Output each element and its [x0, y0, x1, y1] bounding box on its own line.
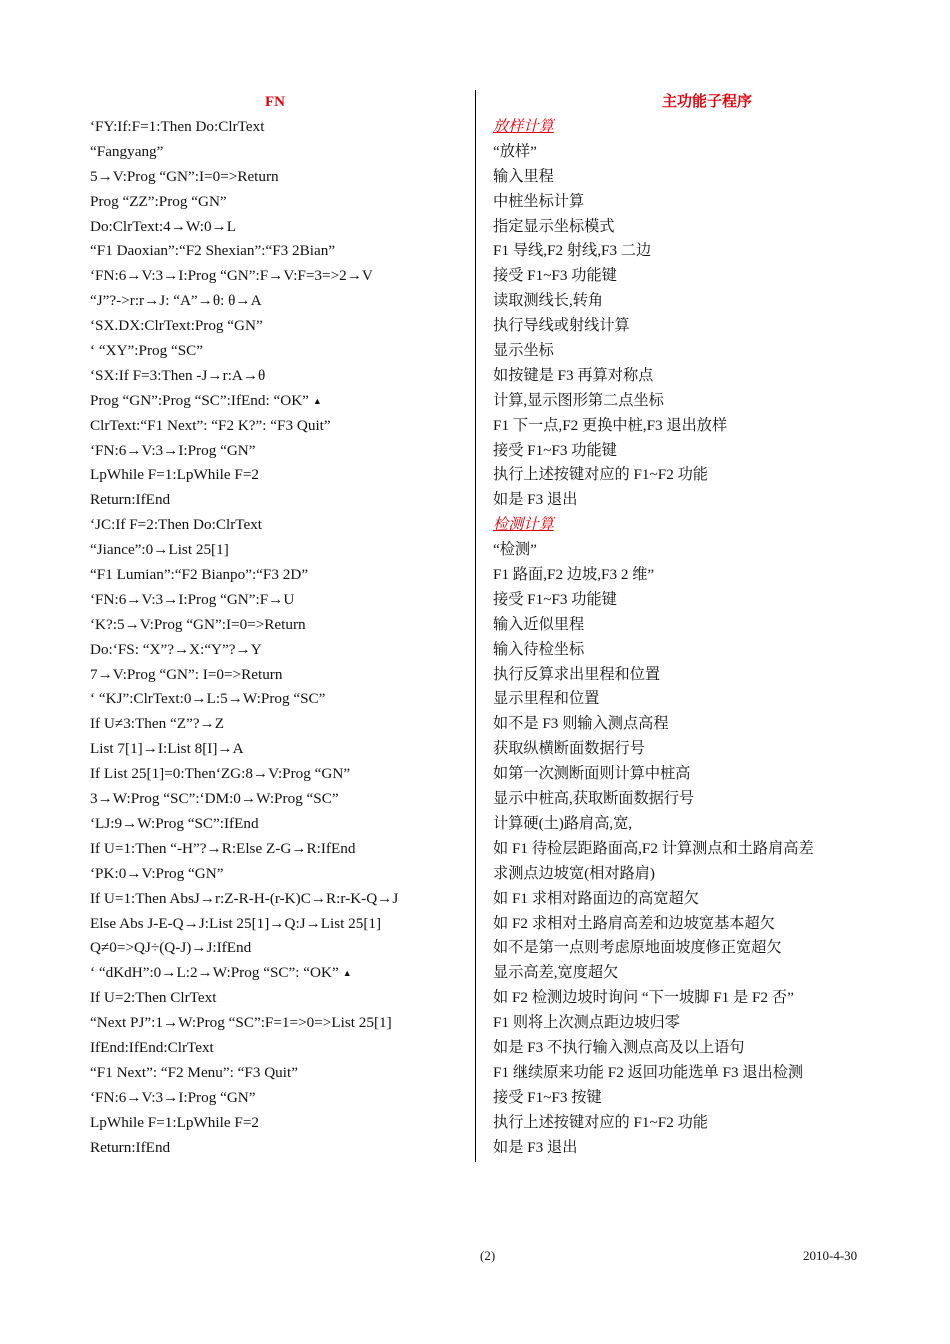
code-line [90, 463, 470, 488]
code-line-text: ClrText:“F1 Next”: “F2 K?”: “F3 Quit” [90, 416, 331, 434]
description-line [493, 1086, 913, 1111]
code-line-text: ‘SX.DX:ClrText:Prog “GN” [90, 317, 263, 335]
description-line-text: 执行上述按键对应的 F1~F2 功能 [493, 1113, 708, 1131]
description-line-text: 执行反算求出里程和位置 [493, 665, 661, 683]
description-line [493, 414, 913, 439]
description-line [493, 936, 913, 961]
code-line-text: IfEnd:IfEnd:ClrText [90, 1038, 214, 1056]
code-line-text: “Next PJ”:1→W:Prog “SC”:F=1=>0=>List 25[1] [90, 1014, 392, 1032]
description-line-text: 接受 F1~F3 功能键 [493, 590, 617, 608]
description-line-text: F1 导线,F2 射线,F3 二边 [493, 242, 652, 260]
code-line-text: 3→W:Prog “SC”:‘DM:0→W:Prog “SC” [90, 790, 339, 808]
code-line [90, 712, 470, 737]
code-column-heading: FN [265, 94, 285, 110]
code-line-text: LpWhile F=1:LpWhile F=2 [90, 466, 259, 484]
code-line [90, 140, 470, 165]
description-line [493, 638, 913, 663]
code-line [90, 115, 470, 140]
description-line [493, 1111, 913, 1136]
description-line [493, 389, 913, 414]
code-line [90, 961, 470, 986]
code-line-text: Q≠0=>QJ÷(Q-J)→J:IfEnd [90, 939, 252, 957]
code-line-text: ‘FN:6→V:3→I:Prog “GN” [90, 1088, 256, 1106]
footer-date: 2010-4-30 [803, 1248, 858, 1263]
code-line-text: Return:IfEnd [90, 491, 171, 509]
description-line-text: 如第一次测断面则计算中桩高 [493, 765, 691, 783]
description-line-text: “检测” [493, 541, 537, 559]
code-line [90, 762, 470, 787]
description-line [493, 215, 913, 240]
description-line-text: 输入里程 [493, 167, 554, 185]
code-line-text: ‘SX:If F=3:Then -J→r:A→θ [90, 366, 266, 384]
description-line-text: 如是 F3 退出 [493, 1138, 578, 1156]
code-line [90, 513, 470, 538]
description-line [493, 862, 913, 887]
description-line [493, 712, 913, 737]
code-line [90, 837, 470, 862]
description-line [493, 488, 913, 513]
description-line [493, 912, 913, 937]
code-line [90, 887, 470, 912]
code-line [90, 190, 470, 215]
code-line-text: ‘FY:If:F=1:Then Do:ClrText [90, 118, 265, 135]
code-line [90, 314, 470, 339]
description-line [493, 289, 913, 314]
code-line [90, 1036, 470, 1061]
code-line [90, 1136, 470, 1161]
code-line-text: Else Abs J-E-Q→J:List 25[1]→Q:J→List 25[1] [90, 914, 382, 932]
description-line [493, 439, 913, 464]
code-line-text: “F1 Lumian”:“F2 Bianpo”:“F3 2D” [90, 566, 309, 584]
description-line-text: 执行上述按键对应的 F1~F2 功能 [493, 466, 708, 484]
description-line-text: 如 F2 检测边坡时询问 “下一坡脚 F1 是 F2 否” [493, 989, 794, 1007]
code-lines [90, 115, 470, 1160]
code-line [90, 1061, 470, 1086]
description-line [493, 563, 913, 588]
code-line [90, 364, 470, 389]
code-line [90, 787, 470, 812]
description-line-text: F1 则将上次测点距边坡归零 [493, 1014, 680, 1032]
description-line-text: 显示里程和位置 [493, 690, 600, 708]
code-line-text: Do:‘FS: “X”?→X:“Y”?→Y [90, 640, 262, 658]
code-line-text: ‘ “KJ”:ClrText:0→L:5→W:Prog “SC” [90, 690, 326, 708]
code-line [90, 264, 470, 289]
description-line-text: 显示坐标 [493, 342, 554, 360]
description-line-text: 如按键是 F3 再算对称点 [493, 366, 654, 384]
description-line [493, 239, 913, 264]
code-line-text: If U=1:Then “-H”?→R:Else Z-G→R:IfEnd [90, 839, 356, 857]
code-line [90, 414, 470, 439]
code-line-text: LpWhile F=1:LpWhile F=2 [90, 1113, 259, 1131]
code-line [90, 1111, 470, 1136]
description-line [493, 687, 913, 712]
code-line-text: ‘FN:6→V:3→I:Prog “GN”:F→U [90, 590, 295, 608]
description-line [493, 339, 913, 364]
code-line-text: If List 25[1]=0:Then‘ZG:8→V:Prog “GN” [90, 765, 351, 783]
code-line [90, 812, 470, 837]
description-line [493, 364, 913, 389]
code-line [90, 289, 470, 314]
code-line [90, 986, 470, 1011]
code-line-text: “F1 Daoxian”:“F2 Shexian”:“F3 2Bian” [90, 242, 336, 260]
description-line-text: 执行导线或射线计算 [493, 317, 630, 335]
description-line-text: 输入近似里程 [493, 615, 585, 633]
code-line-text: ‘ “dKdH”:0→L:2→W:Prog “SC”: “OK” [90, 964, 339, 982]
code-column [90, 90, 470, 1160]
code-line-text: “F1 Next”: “F2 Menu”: “F3 Quit” [90, 1063, 298, 1081]
code-line-text: Do:ClrText:4→W:0→L [90, 217, 237, 235]
description-line-text: 指定显示坐标模式 [493, 217, 615, 235]
description-line [493, 1036, 913, 1061]
description-line-text: 接受 F1~F3 功能键 [493, 267, 617, 285]
code-line [90, 638, 470, 663]
description-line-text: 输入待检坐标 [493, 640, 585, 658]
code-line-text: ‘FN:6→V:3→I:Prog “GN” [90, 441, 256, 459]
description-line [493, 812, 913, 837]
code-line [90, 1011, 470, 1036]
description-line [493, 737, 913, 762]
description-line-text: “放样” [493, 142, 537, 160]
code-line-text: 7→V:Prog “GN”: I=0=>Return [90, 665, 283, 683]
section-subheading [493, 513, 913, 538]
description-line [493, 961, 913, 986]
section-subheading-text: 放样计算 [493, 118, 554, 135]
code-line [90, 737, 470, 762]
section-subheading-text: 检测计算 [493, 516, 554, 534]
description-line-text: 获取纵横断面数据行号 [493, 740, 645, 758]
description-line-text: 如是 F3 退出 [493, 491, 578, 509]
code-line-text: If U=1:Then AbsJ→r:Z-R-H-(r-K)C→R:r-K-Q→J [90, 889, 399, 907]
code-line-text: “Jiance”:0→List 25[1] [90, 541, 229, 559]
code-line [90, 538, 470, 563]
description-line-text: 接受 F1~F3 功能键 [493, 441, 617, 459]
code-line [90, 439, 470, 464]
description-line [493, 588, 913, 613]
description-line [493, 787, 913, 812]
description-line-text: 接受 F1~F3 按键 [493, 1088, 602, 1106]
code-line [90, 1086, 470, 1111]
description-line [493, 762, 913, 787]
code-line [90, 339, 470, 364]
code-line [90, 588, 470, 613]
description-line-text: 如不是第一点则考虑原地面坡度修正宽超欠 [493, 939, 782, 957]
code-line-text: “J”?->r:r→J: “A”→θ: θ→A [90, 292, 262, 310]
code-line [90, 239, 470, 264]
description-line-text: 如不是 F3 则输入测点高程 [493, 715, 669, 733]
code-line-text: ‘LJ:9→W:Prog “SC”:IfEnd [90, 814, 259, 832]
description-line [493, 837, 913, 862]
code-line-text: “Fangyang” [90, 142, 164, 160]
description-line-text: 如 F1 待检层距路面高,F2 计算测点和土路肩高差 [493, 839, 814, 857]
description-line-text: F1 下一点,F2 更换中桩,F3 退出放样 [493, 416, 728, 434]
code-line-text: List 7[1]→I:List 8[I]→A [90, 740, 244, 758]
description-line [493, 986, 913, 1011]
code-line-text: Prog “ZZ”:Prog “GN” [90, 192, 227, 210]
description-line-text: 显示中桩高,获取断面数据行号 [493, 790, 695, 808]
description-line [493, 314, 913, 339]
code-line-text: ‘ “XY”:Prog “SC” [90, 342, 204, 360]
description-line [493, 538, 913, 563]
code-line [90, 663, 470, 688]
description-line [493, 264, 913, 289]
code-line-text: ‘K?:5→V:Prog “GN”:I=0=>Return [90, 615, 306, 633]
code-line-text: ‘JC:If F=2:Then Do:ClrText [90, 516, 263, 534]
code-line [90, 389, 470, 414]
code-line [90, 563, 470, 588]
code-line [90, 687, 470, 712]
code-line-text: ‘PK:0→V:Prog “GN” [90, 864, 224, 882]
page-number: (2) [480, 1248, 496, 1263]
code-line [90, 862, 470, 887]
code-line-text: ‘FN:6→V:3→I:Prog “GN”:F→V:F=3=>2→V [90, 267, 373, 285]
code-line [90, 215, 470, 240]
code-line [90, 488, 470, 513]
description-line-text: F1 路面,F2 边坡,F3 2 维” [493, 566, 655, 584]
code-line-text: If U=2:Then ClrText [90, 989, 217, 1007]
code-line [90, 613, 470, 638]
column-divider [475, 90, 476, 1162]
description-line-text: 读取测线长,转角 [493, 292, 604, 310]
section-subheading [493, 115, 913, 140]
code-line-text: If U≠3:Then “Z”?→Z [90, 715, 224, 733]
description-line [493, 463, 913, 488]
description-line-text: 如 F1 求相对路面边的高宽超欠 [493, 889, 699, 907]
description-line [493, 613, 913, 638]
description-line [493, 165, 913, 190]
description-line [493, 1061, 913, 1086]
description-line [493, 140, 913, 165]
description-line [493, 1136, 913, 1161]
description-line [493, 190, 913, 215]
description-line-text: 如 F2 求相对土路肩高差和边坡宽基本超欠 [493, 914, 775, 932]
code-line-text: 5→V:Prog “GN”:I=0=>Return [90, 167, 279, 185]
description-line-text: 如是 F3 不执行输入测点高及以上语句 [493, 1038, 745, 1056]
description-line-text: 显示高差,宽度超欠 [493, 964, 619, 982]
description-line-text: F1 继续原来功能 F2 返回功能选单 F3 退出检测 [493, 1063, 804, 1081]
description-line-text: 求测点边坡宽(相对路肩) [493, 864, 655, 882]
display-triangle-icon: ▲ [312, 395, 322, 406]
description-lines [493, 115, 913, 1160]
description-line-text: 计算硬(土)路肩高,宽, [493, 814, 633, 832]
code-line [90, 936, 470, 961]
code-line [90, 912, 470, 937]
description-line-text: 计算,显示图形第二点坐标 [493, 391, 664, 409]
description-line [493, 663, 913, 688]
description-line [493, 887, 913, 912]
code-line-text: Return:IfEnd [90, 1138, 171, 1156]
display-triangle-icon: ▲ [342, 968, 352, 979]
description-line-text: 中桩坐标计算 [493, 192, 585, 210]
code-line [90, 165, 470, 190]
description-column [493, 90, 913, 1160]
code-line-text: Prog “GN”:Prog “SC”:IfEnd: “OK” [90, 391, 309, 409]
description-line [493, 1011, 913, 1036]
description-column-heading: 主功能子程序 [661, 94, 752, 110]
